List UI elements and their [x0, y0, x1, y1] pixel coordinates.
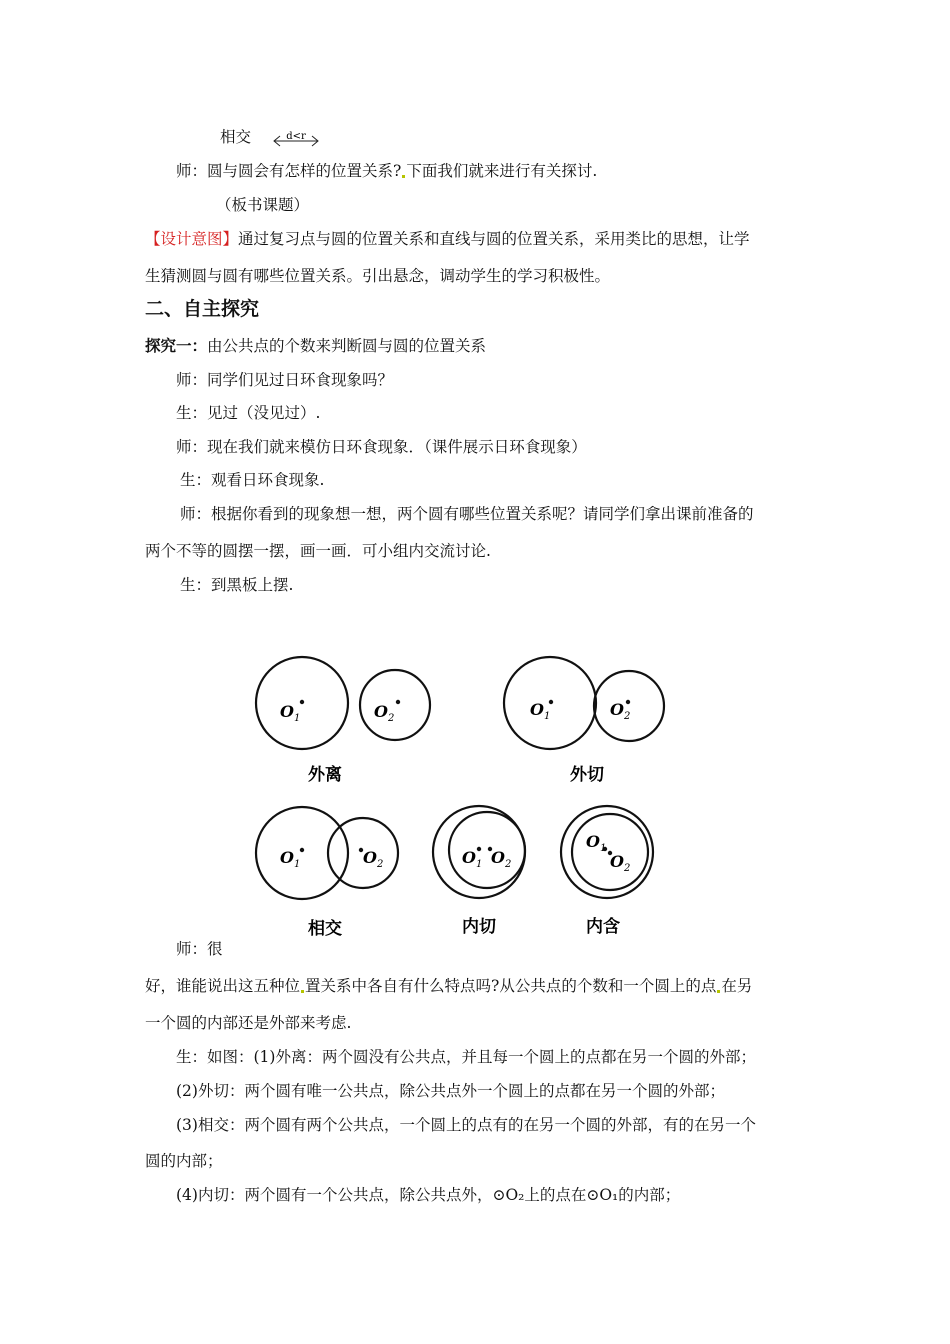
answer-line: (2)外切：两个圆有唯一公共点，除公共点外一个圆上的点都在另一个圆的外部； — [176, 1082, 725, 1100]
o1-label: $O_1$ — [280, 848, 301, 870]
teacher-question-b: 下面我们就来进行有关探讨. — [406, 162, 598, 180]
dialogue-line: 两个不等的圆摆一摆，画一画．可小组内交流讨论. — [145, 542, 491, 560]
dialogue-line: 师：现在我们就来模仿日环食现象．（课件展示日环食现象） — [176, 438, 587, 456]
answer-line: 圆的内部； — [145, 1152, 223, 1170]
explore1-label: 探究一： — [145, 337, 208, 355]
dialogue-line: 生：到黑板上摆. — [180, 576, 294, 594]
mark-dot — [301, 990, 304, 993]
circle-o2-external-tangent — [594, 671, 664, 741]
label-internal-tangent: 内切 — [462, 917, 496, 937]
teacher-line-2 — [145, 975, 752, 997]
o2-label: $O_2$ — [374, 702, 395, 724]
teacher-text-part: 好，谁能说出这五种位 — [145, 977, 301, 995]
design-intent-text1: 通过复习点与圆的位置关系和直线与圆的位置关系，采用类比的思想，让学 — [238, 230, 750, 248]
o2-label: $O_2$ — [363, 848, 384, 870]
teacher-line: 师：很 — [176, 940, 223, 958]
answer-line: (3)相交：两个圆有两个公共点，一个圆上的点有的在另一个圆的外部，有的在另一个 — [176, 1116, 756, 1134]
answer-line: (4)内切：两个圆有一个公共点，除公共点外，⊙O₂上的点在⊙O₁的内部； — [176, 1186, 681, 1204]
teacher-text-part: 在另 — [721, 977, 753, 995]
o1-label: $O_1$ — [586, 832, 607, 854]
label-separate: 外离 — [308, 765, 342, 785]
circle-positions-figure — [240, 645, 680, 945]
mark-dot — [717, 990, 720, 993]
dialogue-line: 师：根据你看到的现象想一想，两个圆有哪些位置关系呢？请同学们拿出课前准备的 — [180, 505, 754, 523]
circle-o1-contain — [561, 806, 653, 898]
teacher-line-3: 一个圆的内部还是外部来考虑. — [145, 1014, 352, 1032]
o1-label: $O_1$ — [462, 848, 483, 870]
explore1-heading — [145, 335, 486, 357]
label-external-tangent: 外切 — [570, 765, 604, 785]
circle-o2-separate — [360, 670, 430, 740]
mark-dot — [402, 175, 405, 178]
dialogue-line: 生：观看日环食现象. — [180, 471, 325, 489]
design-intent-line2: 生猜测圆与圆有哪些位置关系。引出悬念，调动学生的学习积极性。 — [145, 267, 611, 285]
o1-label: $O_1$ — [280, 702, 301, 724]
circle-o1-intersect — [256, 807, 348, 899]
o1-label: $O_1$ — [530, 700, 551, 722]
o2-label: $O_2$ — [610, 700, 631, 722]
o2-label: $O_2$ — [610, 852, 631, 874]
double-arrow-icon — [270, 130, 322, 150]
label-contain: 内含 — [586, 917, 620, 937]
explore1-text: 由公共点的个数来判断圆与圆的位置关系 — [207, 337, 487, 355]
board-note: （板书课题） — [216, 196, 310, 214]
design-intent-tag: 【设计意图】 — [145, 230, 239, 248]
circle-o2-internal-tangent — [449, 812, 525, 888]
o2-label: $O_2$ — [491, 848, 512, 870]
teacher-text-part: 置关系中各自有什么特点吗?从公共点的个数和一个圆上的点 — [305, 977, 717, 995]
dialogue-line: 师：同学们见过日环食现象吗？ — [176, 371, 394, 389]
section-title: 二、自主探究 — [145, 298, 260, 320]
answer-line: 生：如图：(1)外离：两个圆没有公共点，并且每一个圆上的点都在另一个圆的外部； — [176, 1048, 756, 1066]
dialogue-line: 生：见过（没见过）. — [176, 404, 321, 422]
design-intent-line1 — [145, 228, 750, 250]
teacher-question-a: 师：圆与圆会有怎样的位置关系? — [176, 162, 402, 180]
label-intersect: 相交 — [308, 919, 342, 939]
teacher-question — [176, 160, 597, 182]
arrow-text: d<r — [286, 131, 306, 142]
intersect-label: 相交 — [220, 128, 252, 146]
